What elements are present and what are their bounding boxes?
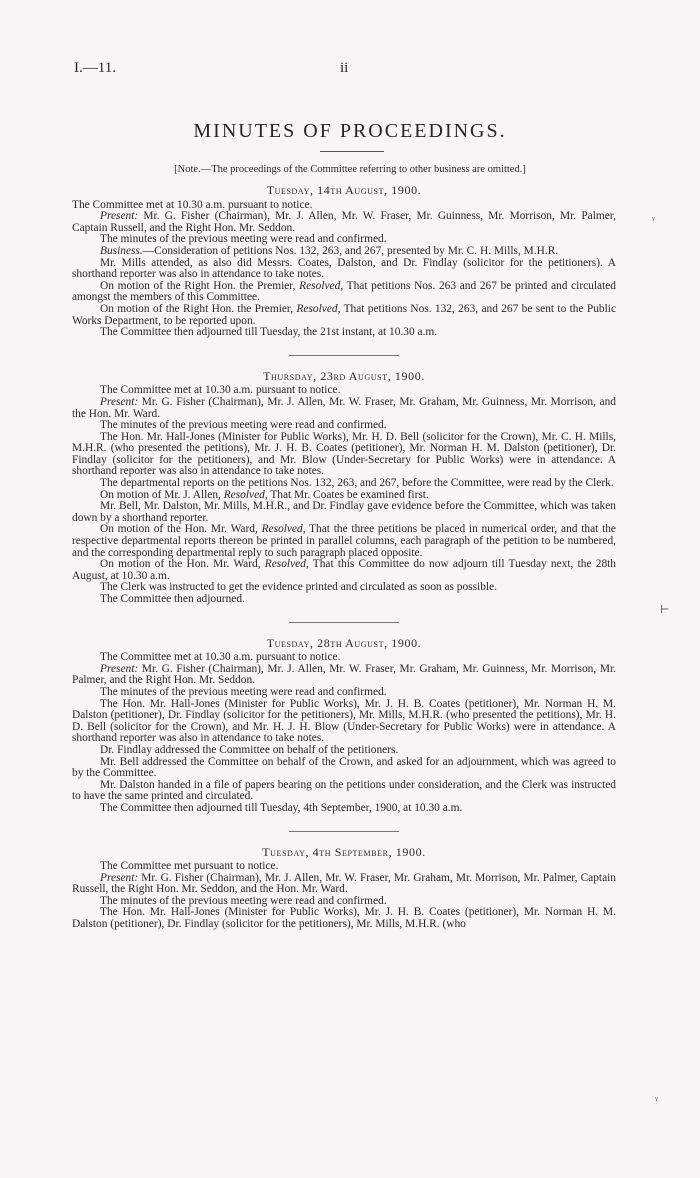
minutes-paragraph xyxy=(72,803,616,815)
minutes-paragraph xyxy=(72,907,616,930)
paragraph-text: On motion of the Right Hon. the Premier, Resolved, That petitions Nos. 132, 263, and 267 be sent to the Public Works Department, to be reported upon. xyxy=(72,302,616,327)
section-gap xyxy=(72,815,616,831)
paragraph-label: Present: xyxy=(100,662,139,675)
paragraph-text: The departmental reports on the petitions Nos. 132, 263, and 267, before the Committee, were read by the Clerk. xyxy=(100,477,614,490)
paragraph-label: Present: xyxy=(100,871,139,884)
title-rule xyxy=(320,151,384,152)
paragraph-text: Mr. Dalston handed in a file of papers bearing on the petitions under consideration, and the Clerk was instructed to have the same printed and circulated. xyxy=(72,778,616,803)
margin-mark: ᵞ xyxy=(652,214,655,226)
meeting-date: Tuesday, 28th August, 1900. xyxy=(266,635,422,650)
paragraph-text: The Committee met pursuant to notice. xyxy=(100,860,279,873)
minutes-paragraph xyxy=(72,559,616,582)
minutes-paragraph xyxy=(72,873,616,896)
paragraph-label: Present: xyxy=(100,210,139,223)
minutes-paragraph xyxy=(72,281,616,304)
paragraph-text: Mr. G. Fisher (Chairman), Mr. J. Allen, Mr. W. Fraser, Mr. Graham, Mr. Guinness, Mr. Morrison, Mr. Palmer, and the Right Hon. Mr. Seddon. xyxy=(72,662,616,687)
paragraph-text: The minutes of the previous meeting were read and confirmed. xyxy=(100,894,387,907)
minutes-paragraph xyxy=(72,432,616,478)
page-title: MINUTES OF PROCEEDINGS. xyxy=(193,120,507,142)
minutes-paragraph xyxy=(72,327,616,339)
paragraph-text: The Committee then adjourned till Tuesday, the 21st instant, at 10.30 a.m. xyxy=(100,326,438,339)
paragraph-text: The Hon. Mr. Hall-Jones (Minister for Public Works), Mr. J. H. B. Coates (petitioner), Mr. Norman H. M. Dalston (petitioner), Dr. Findlay (solicitor for the petitioners), Mr. Mills, M.H.R. (who xyxy=(72,906,616,931)
section-gap xyxy=(72,356,616,369)
paragraph-text: On motion of Mr. J. Allen, Resolved, That Mr. Coates be examined first. xyxy=(100,488,429,501)
minutes-paragraph xyxy=(72,757,616,780)
paragraph-text: Mr. G. Fisher (Chairman), Mr. J. Allen, Mr. W. Fraser, Mr. Graham, Mr. Guinness, Mr. Morrison, and the Hon. Mr. Ward. xyxy=(72,395,616,420)
paragraph-text: The minutes of the previous meeting were read and confirmed. xyxy=(100,233,387,246)
minutes-paragraph xyxy=(72,304,616,327)
margin-mark: ᵞ xyxy=(655,1094,658,1106)
meeting-date: Tuesday, 4th September, 1900. xyxy=(262,844,426,859)
paragraph-text: Dr. Findlay addressed the Committee on behalf of the petitioners. xyxy=(100,743,399,756)
paragraph-text: The Hon. Mr. Hall-Jones (Minister for Public Works), Mr. J. H. B. Coates (petitioner), Mr. Norman H. M. Dalston (petitioner), Dr. Findlay (solicitor for the petitioners), Mr. Mills, M.H.R. (who presented the petitions), Mr. H. D. Bell (solicitor for the Crown), and Mr. H. J. H. Blow (Under-Secretary for Public Works) were in attendance. A shorthand reporter was also in attendance to take notes. xyxy=(72,697,616,745)
paragraph-text: The Committee then adjourned. xyxy=(100,593,245,605)
minutes-paragraph xyxy=(72,211,616,234)
page-number: ii xyxy=(340,60,349,76)
minutes-paragraph xyxy=(72,501,616,524)
paragraph-text: The Committee met at 10.30 a.m. pursuant to notice. xyxy=(72,198,313,211)
meeting-date: Thursday, 23rd August, 1900. xyxy=(263,368,425,383)
paragraph-text: On motion of the Hon. Mr. Ward, Resolved, That this Committee do now adjourn till Tuesday next, the 28th August, at 10.30 a.m. xyxy=(72,558,616,582)
paragraph-text: The Committee met at 10.30 a.m. pursuant to notice. xyxy=(100,384,341,397)
editorial-note: [Note.—The proceedings of the Committee referring to other business are omitted.] xyxy=(174,164,526,175)
minutes-paragraph xyxy=(72,780,616,803)
section-gap xyxy=(72,832,616,845)
paragraph-text: The Hon. Mr. Hall-Jones (Minister for Public Works), Mr. H. D. Bell (solicitor for the Crown), Mr. C. H. Mills, M.H.R. (who presented the petitions), Mr. J. H. B. Coates (petitioner), Mr. Norman H. M. Dalston (petitioner), Dr. Findlay (solicitor for the petitioners), and Mr. Blow (Under-Secretary for Public Works) were in attendance. A shorthand reporter was also in attendance to take notes. xyxy=(72,430,616,478)
report-reference: I.—11. xyxy=(74,60,116,76)
minutes-paragraph xyxy=(72,699,616,745)
minutes-paragraph xyxy=(72,664,616,687)
minutes-body xyxy=(72,183,616,931)
meeting-date: Tuesday, 14th August, 1900. xyxy=(266,183,422,197)
minutes-paragraph xyxy=(72,524,616,559)
paragraph-label: Present: xyxy=(100,395,139,408)
paragraph-text: Mr. Bell addressed the Committee on behalf of the Crown, and asked for an adjournment, which was agreed to by the Committee. xyxy=(72,755,616,780)
margin-mark: ⊢ xyxy=(660,604,670,616)
section-gap xyxy=(72,339,616,355)
section-gap xyxy=(72,623,616,636)
minutes-paragraph xyxy=(72,397,616,420)
paragraph-text: Mr. G. Fisher (Chairman), Mr. J. Allen, Mr. W. Fraser, Mr. Graham, Mr. Morrison, Mr. Palmer, Captain Russell, the Right Hon. Mr. Seddon, and the Hon. Mr. Ward. xyxy=(72,871,616,896)
paragraph-text: —Consideration of petitions Nos. 132, 263, and 267, presented by Mr. C. H. Mills, M.H.R. xyxy=(142,244,559,257)
paragraph-text: Mr. Mills attended, as also did Messrs. Coates, Dalston, and Dr. Findlay (solicitor for the petitioners). A shorthand reporter was also in attendance to take notes. xyxy=(72,256,616,281)
minutes-paragraph xyxy=(72,594,616,606)
paragraph-text: On motion of the Hon. Mr. Ward, Resolved, That the three petitions be placed in numerical order, and that the respective departmental reports thereon be printed in parallel columns, each paragraph of the petition to be numbered, and the corresponding departmental reply to such paragraph placed opposite. xyxy=(72,523,616,559)
paragraph-text: The Committee then adjourned till Tuesday, 4th September, 1900, at 10.30 a.m. xyxy=(100,801,463,814)
paragraph-text: The minutes of the previous meeting were read and confirmed. xyxy=(100,685,387,698)
paragraph-text: Mr. G. Fisher (Chairman), Mr. J. Allen, Mr. W. Fraser, Mr. Guinness, Mr. Morrison, Mr. Palmer, Captain Russell, and the Right Hon. Mr. Seddon. xyxy=(72,210,616,234)
paragraph-text: The Clerk was instructed to get the evidence printed and circulated as soon as possible. xyxy=(100,581,497,594)
minutes-paragraph xyxy=(72,258,616,281)
paragraph-text: On motion of the Right Hon. the Premier, Resolved, That petitions Nos. 263 and 267 be printed and circulated amongst the members of this Committee. xyxy=(72,279,616,304)
paragraph-label: Business. xyxy=(100,244,143,257)
paragraph-text: The minutes of the previous meeting were read and confirmed. xyxy=(100,419,387,432)
paragraph-text: The Committee met at 10.30 a.m. pursuant to notice. xyxy=(100,651,341,664)
paragraph-text: Mr. Bell, Mr. Dalston, Mr. Mills, M.H.R., and Dr. Findlay gave evidence before the Committee, which was taken down by a shorthand reporter. xyxy=(72,500,616,524)
section-gap xyxy=(72,606,616,622)
